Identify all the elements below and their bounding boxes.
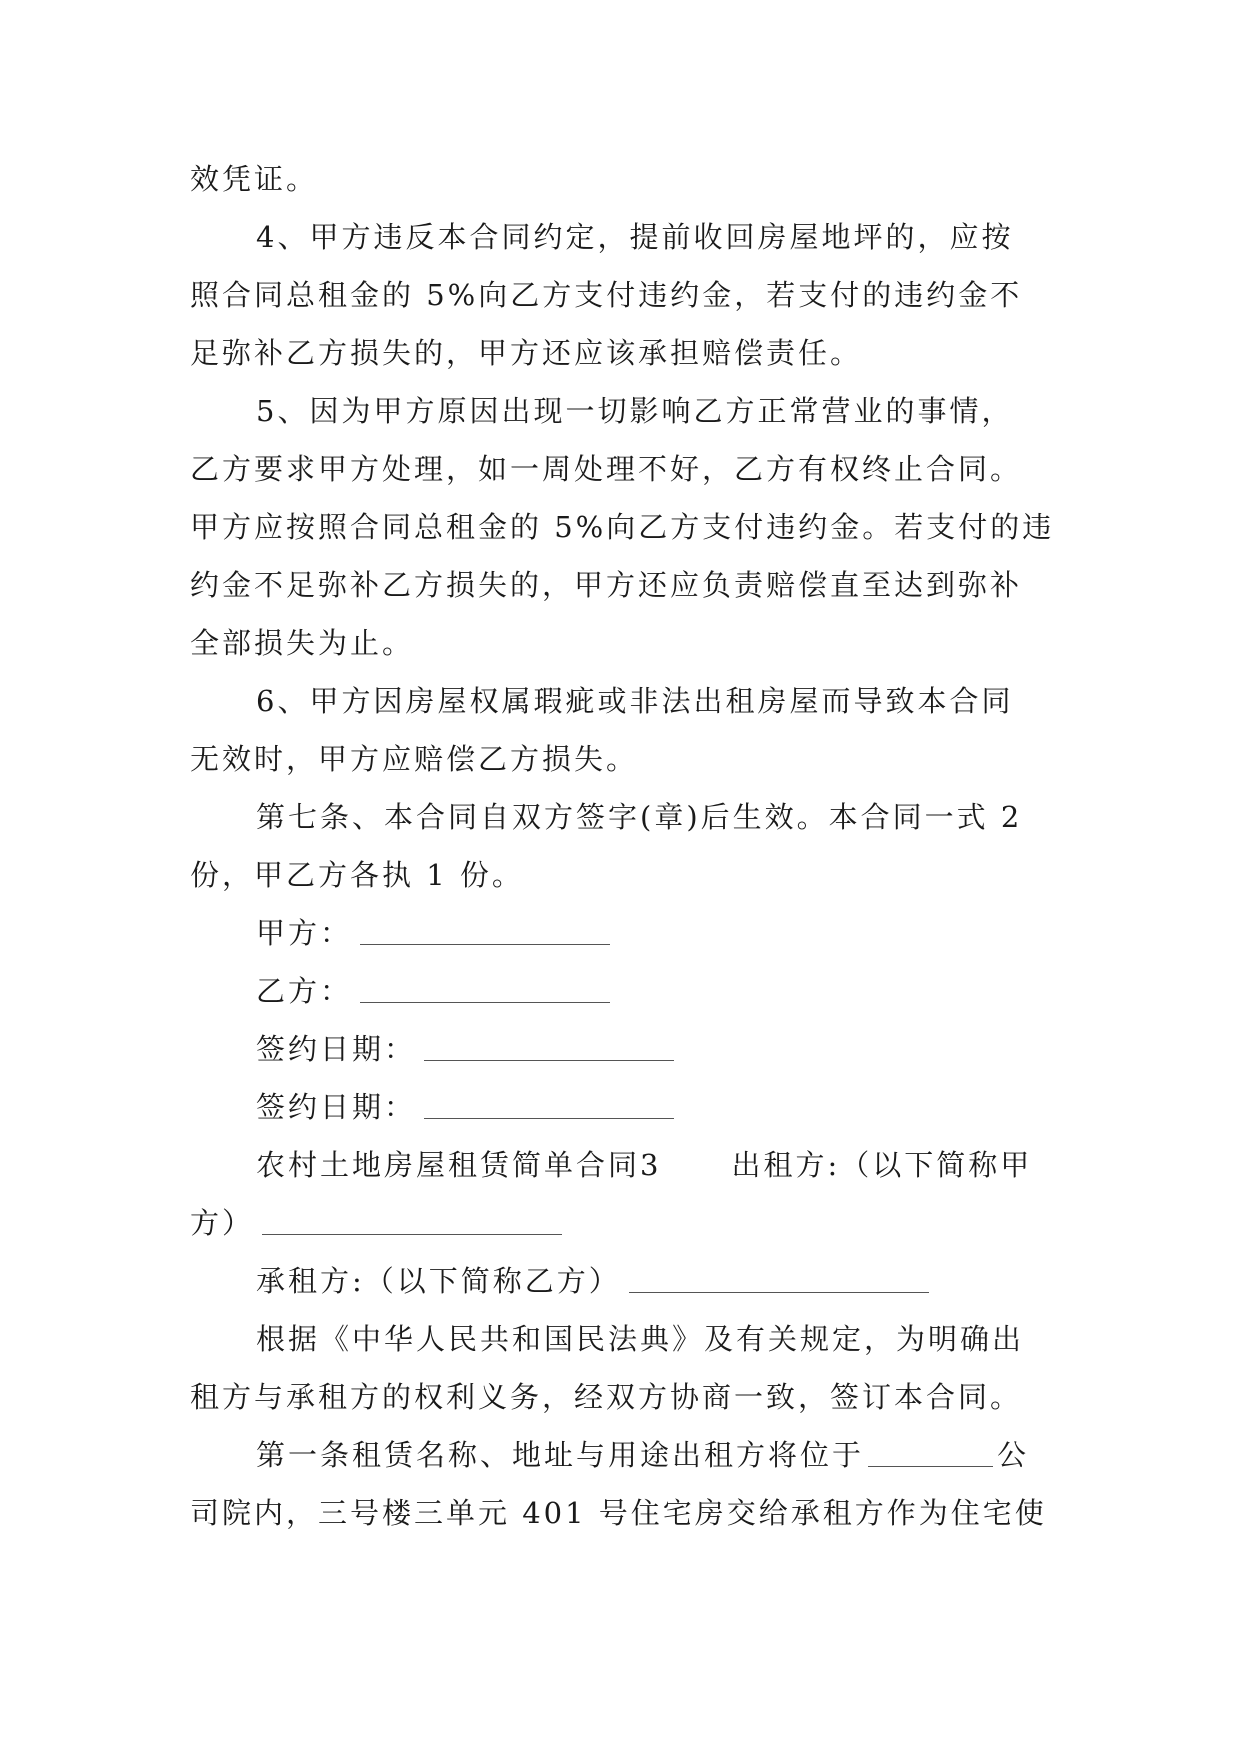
signature-date-1 <box>190 1020 1070 1078</box>
party-b-label: 乙方： <box>256 974 353 1008</box>
paragraph-line: 5、因为甲方原因出现一切影响乙方正常营业的事情， <box>256 394 1014 428</box>
paragraph-line: 甲方应按照合同总租金的 5%向乙方支付违约金。若支付的违 <box>190 510 1055 544</box>
sign-date-label: 签约日期： <box>256 1090 417 1124</box>
paragraph-line: 全部损失为止。 <box>190 626 415 660</box>
paragraph-line: 照合同总租金的 5%向乙方支付违约金，若支付的违约金不 <box>190 278 1023 312</box>
signature-party-b <box>190 962 1070 1020</box>
paragraph-line: 6、甲方因房屋权属瑕疵或非法出租房屋而导致本合同 <box>256 684 1014 718</box>
lessor-label: 出租方:（以下简称甲 <box>731 1148 1033 1182</box>
sign-date-blank[interactable] <box>424 1024 674 1061</box>
paragraph-line: 第七条、本合同自双方签字(章)后生效。本合同一式 2 <box>256 800 1023 834</box>
contract3-title: 农村土地房屋租赁简单合同3 <box>256 1148 662 1182</box>
article1-suffix: 公 <box>997 1438 1030 1472</box>
contract3-heading-line <box>190 1136 1070 1194</box>
document-page <box>190 150 1070 1542</box>
sign-date-label: 签约日期： <box>256 1032 417 1066</box>
lessor-label-cont: 方） <box>190 1206 255 1240</box>
paragraph-line: 效凭证。 <box>190 162 319 196</box>
paragraph-line: 司院内，三号楼三单元 401 号住宅房交给承租方作为住宅使 <box>190 1496 1047 1530</box>
party-a-label: 甲方： <box>256 916 353 950</box>
lessor-line <box>190 1194 1070 1252</box>
lessee-label: 承租方:（以下简称乙方） <box>256 1264 621 1298</box>
article1-line <box>190 1426 1070 1484</box>
signature-date-2 <box>190 1078 1070 1136</box>
paragraph-line: 乙方要求甲方处理，如一周处理不好，乙方有权终止合同。 <box>190 452 1023 486</box>
paragraph-line: 4、甲方违反本合同约定，提前收回房屋地坪的，应按 <box>256 220 1014 254</box>
lessee-blank[interactable] <box>629 1256 929 1293</box>
paragraph-line: 无效时，甲方应赔偿乙方损失。 <box>190 742 639 776</box>
paragraph-line: 份，甲乙方各执 1 份。 <box>190 858 524 892</box>
party-a-blank[interactable] <box>360 908 610 945</box>
paragraph-line: 足弥补乙方损失的，甲方还应该承担赔偿责任。 <box>190 336 863 370</box>
party-b-blank[interactable] <box>360 966 610 1003</box>
article1-prefix: 第一条租赁名称、地址与用途出租方将位于 <box>256 1438 865 1472</box>
lessee-line <box>190 1252 1070 1310</box>
lessor-blank[interactable] <box>262 1198 562 1235</box>
paragraph-line: 租方与承租方的权利义务，经双方协商一致，签订本合同。 <box>190 1380 1023 1414</box>
location-blank[interactable] <box>868 1430 993 1467</box>
paragraph-line: 根据《中华人民共和国民法典》及有关规定，为明确出 <box>256 1322 1025 1356</box>
sign-date-blank[interactable] <box>424 1082 674 1119</box>
signature-party-a <box>190 904 1070 962</box>
paragraph-line: 约金不足弥补乙方损失的，甲方还应负责赔偿直至达到弥补 <box>190 568 1023 602</box>
